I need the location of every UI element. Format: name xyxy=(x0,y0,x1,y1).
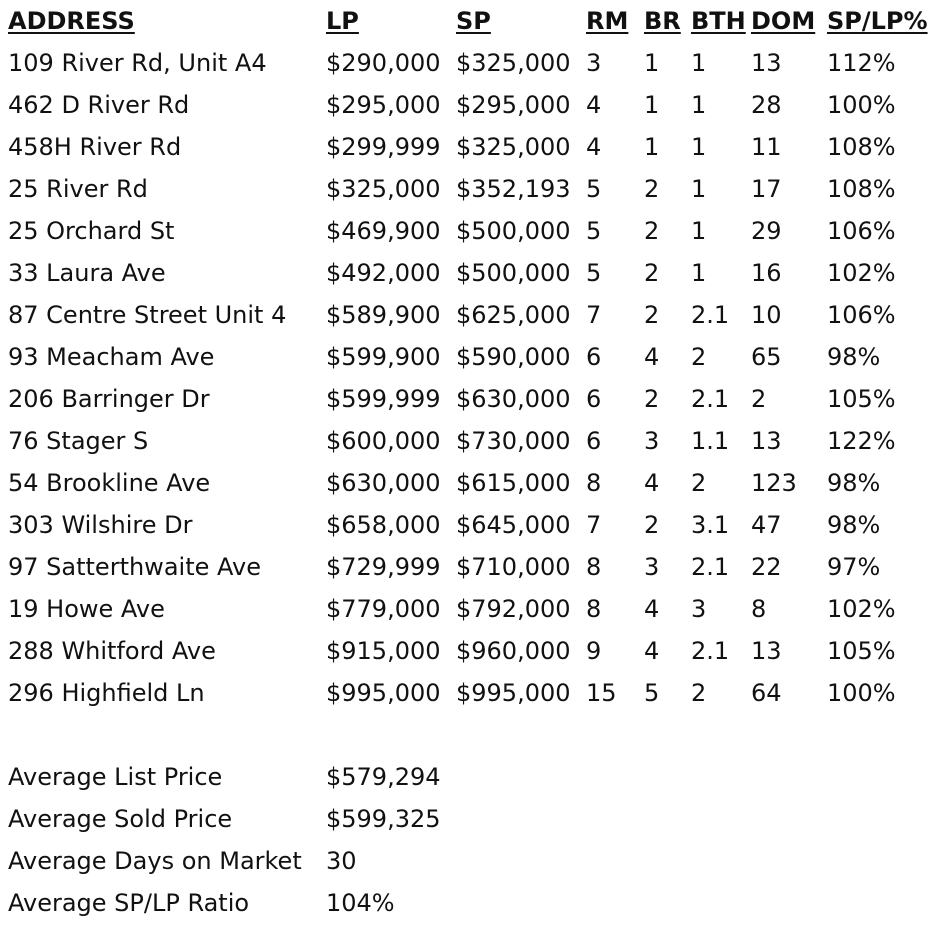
cell-address: 33 Laura Ave xyxy=(8,259,166,287)
cell-sp-lp-ratio: 108% xyxy=(827,175,896,203)
cell-bth: 3 xyxy=(691,595,707,623)
table-row xyxy=(8,420,937,462)
table-row xyxy=(8,336,937,378)
cell-dom: 10 xyxy=(751,301,782,329)
cell-lp: $630,000 xyxy=(326,469,441,497)
summary-label: Average Sold Price xyxy=(8,805,233,833)
cell-br: 2 xyxy=(644,175,660,203)
cell-sp-lp-ratio: 98% xyxy=(827,511,881,539)
cell-rm: 5 xyxy=(586,217,602,245)
cell-dom: 64 xyxy=(751,679,782,707)
table-row xyxy=(8,630,937,672)
cell-address: 54 Brookline Ave xyxy=(8,469,211,497)
cell-lp: $658,000 xyxy=(326,511,441,539)
cell-rm: 8 xyxy=(586,595,602,623)
cell-br: 1 xyxy=(644,91,660,119)
cell-address: 76 Stager S xyxy=(8,427,149,455)
cell-sp: $792,000 xyxy=(456,595,571,623)
summary-value: 30 xyxy=(326,847,357,875)
cell-bth: 1 xyxy=(691,175,707,203)
cell-rm: 7 xyxy=(586,511,602,539)
cell-dom: 123 xyxy=(751,469,797,497)
sales-table xyxy=(8,0,937,714)
cell-br: 2 xyxy=(644,217,660,245)
column-header-address: ADDRESS xyxy=(8,7,135,35)
cell-dom: 2 xyxy=(751,385,767,413)
column-header-sp: SP xyxy=(456,7,491,35)
cell-bth: 1 xyxy=(691,259,707,287)
cell-br: 2 xyxy=(644,511,660,539)
summary-value: $579,294 xyxy=(326,763,441,791)
cell-address: 296 Highfield Ln xyxy=(8,679,205,707)
table-row xyxy=(8,378,937,420)
cell-sp: $590,000 xyxy=(456,343,571,371)
cell-sp: $710,000 xyxy=(456,553,571,581)
cell-bth: 2.1 xyxy=(691,637,730,665)
cell-sp: $995,000 xyxy=(456,679,571,707)
summary-row xyxy=(8,840,466,882)
cell-sp-lp-ratio: 102% xyxy=(827,259,896,287)
cell-bth: 1 xyxy=(691,133,707,161)
column-header-dom: DOM xyxy=(751,7,816,35)
cell-br: 4 xyxy=(644,637,660,665)
summary-label: Average List Price xyxy=(8,763,223,791)
cell-dom: 28 xyxy=(751,91,782,119)
cell-rm: 3 xyxy=(586,49,602,77)
column-header-rm: RM xyxy=(586,7,629,35)
cell-rm: 8 xyxy=(586,553,602,581)
cell-rm: 15 xyxy=(586,679,617,707)
header-row xyxy=(8,0,937,42)
table-row xyxy=(8,84,937,126)
summary-row xyxy=(8,882,466,924)
cell-address: 109 River Rd, Unit A4 xyxy=(8,49,267,77)
cell-lp: $600,000 xyxy=(326,427,441,455)
cell-sp-lp-ratio: 100% xyxy=(827,91,896,119)
summary-label: Average SP/LP Ratio xyxy=(8,889,250,917)
cell-sp-lp-ratio: 100% xyxy=(827,679,896,707)
cell-rm: 6 xyxy=(586,427,602,455)
cell-br: 4 xyxy=(644,595,660,623)
table-row xyxy=(8,588,937,630)
cell-lp: $290,000 xyxy=(326,49,441,77)
table-row xyxy=(8,672,937,714)
cell-lp: $469,900 xyxy=(326,217,441,245)
cell-sp: $500,000 xyxy=(456,259,571,287)
cell-lp: $325,000 xyxy=(326,175,441,203)
cell-rm: 8 xyxy=(586,469,602,497)
cell-br: 1 xyxy=(644,49,660,77)
cell-sp: $352,193 xyxy=(456,175,571,203)
cell-sp: $615,000 xyxy=(456,469,571,497)
cell-sp-lp-ratio: 97% xyxy=(827,553,881,581)
cell-sp-lp-ratio: 112% xyxy=(827,49,896,77)
summary-body xyxy=(8,756,466,924)
cell-bth: 3.1 xyxy=(691,511,730,539)
cell-bth: 1 xyxy=(691,217,707,245)
table-row xyxy=(8,210,937,252)
cell-address: 97 Satterthwaite Ave xyxy=(8,553,261,581)
cell-rm: 6 xyxy=(586,385,602,413)
cell-rm: 4 xyxy=(586,133,602,161)
column-header-bth: BTH xyxy=(691,7,746,35)
cell-rm: 5 xyxy=(586,259,602,287)
table-row xyxy=(8,42,937,84)
cell-bth: 1 xyxy=(691,49,707,77)
cell-address: 93 Meacham Ave xyxy=(8,343,215,371)
cell-bth: 2 xyxy=(691,679,707,707)
cell-sp-lp-ratio: 106% xyxy=(827,301,896,329)
summary-label: Average Days on Market xyxy=(8,847,302,875)
table-row xyxy=(8,126,937,168)
summary-row xyxy=(8,798,466,840)
cell-br: 2 xyxy=(644,385,660,413)
cell-sp-lp-ratio: 105% xyxy=(827,385,896,413)
cell-address: 87 Centre Street Unit 4 xyxy=(8,301,287,329)
cell-lp: $589,900 xyxy=(326,301,441,329)
table-row xyxy=(8,546,937,588)
cell-bth: 1.1 xyxy=(691,427,730,455)
cell-sp: $325,000 xyxy=(456,133,571,161)
cell-address: 462 D River Rd xyxy=(8,91,190,119)
cell-sp: $730,000 xyxy=(456,427,571,455)
cell-br: 2 xyxy=(644,259,660,287)
cell-address: 25 River Rd xyxy=(8,175,148,203)
cell-dom: 13 xyxy=(751,637,782,665)
cell-dom: 13 xyxy=(751,49,782,77)
column-header-lp: LP xyxy=(326,7,359,35)
cell-sp-lp-ratio: 102% xyxy=(827,595,896,623)
column-header-br: BR xyxy=(644,7,681,35)
cell-lp: $779,000 xyxy=(326,595,441,623)
cell-lp: $729,999 xyxy=(326,553,441,581)
cell-sp-lp-ratio: 106% xyxy=(827,217,896,245)
cell-sp: $630,000 xyxy=(456,385,571,413)
cell-bth: 1 xyxy=(691,91,707,119)
cell-dom: 8 xyxy=(751,595,767,623)
cell-lp: $299,999 xyxy=(326,133,441,161)
cell-bth: 2 xyxy=(691,343,707,371)
cell-dom: 16 xyxy=(751,259,782,287)
cell-br: 3 xyxy=(644,427,660,455)
cell-dom: 65 xyxy=(751,343,782,371)
cell-bth: 2.1 xyxy=(691,553,730,581)
table-row xyxy=(8,294,937,336)
cell-sp-lp-ratio: 105% xyxy=(827,637,896,665)
cell-address: 288 Whitford Ave xyxy=(8,637,216,665)
cell-rm: 6 xyxy=(586,343,602,371)
cell-br: 4 xyxy=(644,343,660,371)
cell-rm: 9 xyxy=(586,637,602,665)
summary-table xyxy=(8,756,466,924)
cell-sp: $500,000 xyxy=(456,217,571,245)
cell-lp: $492,000 xyxy=(326,259,441,287)
table-row xyxy=(8,462,937,504)
cell-dom: 17 xyxy=(751,175,782,203)
cell-address: 19 Howe Ave xyxy=(8,595,165,623)
cell-br: 5 xyxy=(644,679,660,707)
cell-sp-lp-ratio: 108% xyxy=(827,133,896,161)
cell-address: 25 Orchard St xyxy=(8,217,175,245)
cell-sp: $960,000 xyxy=(456,637,571,665)
cell-sp: $645,000 xyxy=(456,511,571,539)
table-row xyxy=(8,252,937,294)
table-row xyxy=(8,168,937,210)
cell-lp: $599,999 xyxy=(326,385,441,413)
cell-bth: 2.1 xyxy=(691,301,730,329)
summary-value: 104% xyxy=(326,889,395,917)
cell-sp-lp-ratio: 98% xyxy=(827,469,881,497)
cell-dom: 22 xyxy=(751,553,782,581)
cell-sp-lp-ratio: 98% xyxy=(827,343,881,371)
table-row xyxy=(8,504,937,546)
cell-lp: $995,000 xyxy=(326,679,441,707)
cell-lp: $599,900 xyxy=(326,343,441,371)
cell-address: 303 Wilshire Dr xyxy=(8,511,193,539)
cell-lp: $295,000 xyxy=(326,91,441,119)
column-header-sp-lp-ratio: SP/LP% xyxy=(827,7,928,35)
cell-dom: 11 xyxy=(751,133,782,161)
cell-dom: 29 xyxy=(751,217,782,245)
cell-br: 2 xyxy=(644,301,660,329)
cell-br: 3 xyxy=(644,553,660,581)
cell-br: 4 xyxy=(644,469,660,497)
cell-sp-lp-ratio: 122% xyxy=(827,427,896,455)
cell-bth: 2.1 xyxy=(691,385,730,413)
cell-rm: 7 xyxy=(586,301,602,329)
summary-row xyxy=(8,756,466,798)
cell-sp: $325,000 xyxy=(456,49,571,77)
cell-sp: $625,000 xyxy=(456,301,571,329)
summary-value: $599,325 xyxy=(326,805,441,833)
cell-bth: 2 xyxy=(691,469,707,497)
cell-sp: $295,000 xyxy=(456,91,571,119)
cell-lp: $915,000 xyxy=(326,637,441,665)
cell-dom: 13 xyxy=(751,427,782,455)
table-body xyxy=(8,42,937,714)
cell-rm: 5 xyxy=(586,175,602,203)
cell-dom: 47 xyxy=(751,511,782,539)
cell-rm: 4 xyxy=(586,91,602,119)
cell-address: 206 Barringer Dr xyxy=(8,385,210,413)
cell-br: 1 xyxy=(644,133,660,161)
cell-address: 458H River Rd xyxy=(8,133,182,161)
